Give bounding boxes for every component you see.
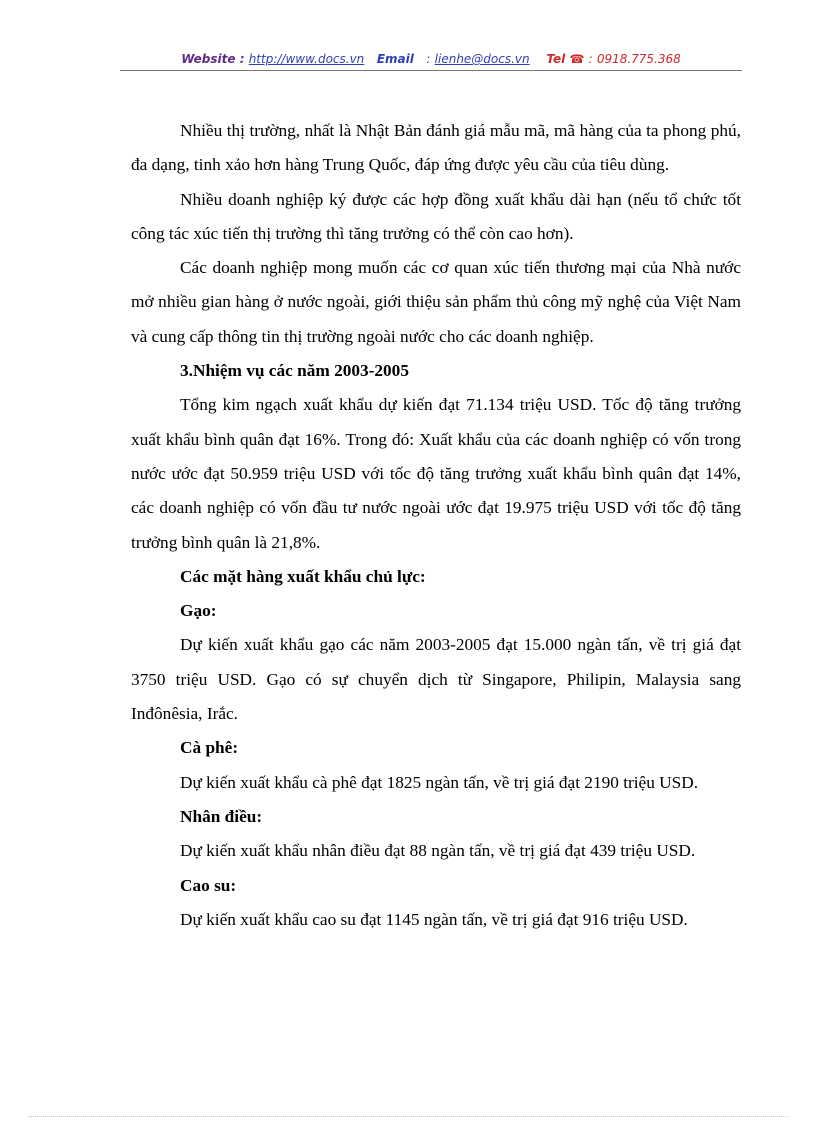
phone-number: 0918.775.368 xyxy=(596,52,681,66)
phone-icon: ☎ xyxy=(569,52,585,66)
paragraph-trade-promotion: Các doanh nghiệp mong muốn các cơ quan xúc tiến thương mại của Nhà nước mở nhiều gian hàng ở nước ngoài, giới thiệu sản phẩm thủ công mỹ nghệ của Việt Nam và cung cấp thông tin thị trường ngoài nước cho các doanh nghiệp. xyxy=(131,258,741,346)
paragraph-cashew: Dự kiến xuất khẩu nhân điều đạt 88 ngàn tấn, về trị giá đạt 439 triệu USD. xyxy=(180,841,696,861)
tel-label: Tel xyxy=(546,52,566,66)
website-label: Website : xyxy=(181,52,245,66)
website-link[interactable]: http://www.docs.vn xyxy=(248,52,365,66)
paragraph-rubber: Dự kiến xuất khẩu cao su đạt 1145 ngàn tấn, về trị giá đạt 916 triệu USD. xyxy=(180,909,688,929)
paragraph-rice: Dự kiến xuất khẩu gạo các năm 2003-2005 đạt 15.000 ngàn tấn, về trị giá đạt 3750 triệu USD. Gạo có sự chuyển dịch từ Singapore, Philipin, Malaysia sang Inđônêsia, Irắc. xyxy=(131,635,741,724)
paragraph-markets: Nhiều thị trường, nhất là Nhật Bản đánh giá mẫu mã, mã hàng của ta phong phú, đa dạng, tinh xảo hơn hàng Trung Quốc, đáp ứng được yêu cầu của tiêu dùng. xyxy=(131,121,741,175)
heading-main-goods: Các mặt hàng xuất khẩu chủ lực: xyxy=(180,566,426,586)
heading-rubber: Cao su: xyxy=(180,875,237,895)
email-link[interactable]: lienhe@docs.vn xyxy=(434,52,530,66)
paragraph-contracts: Nhiều doanh nghiệp ký được các hợp đồng xuất khẩu dài hạn (nếu tổ chức tốt công tác xúc tiến thị trường thì tăng trưởng có thể còn cao hơn). xyxy=(131,189,741,243)
email-separator: : xyxy=(426,52,431,66)
tel-separator: : xyxy=(588,52,593,66)
heading-cashew: Nhân điều: xyxy=(180,806,263,826)
email-label: Email xyxy=(376,52,414,66)
header-divider xyxy=(120,70,742,71)
heading-rice: Gạo: xyxy=(180,601,217,621)
heading-coffee: Cà phê: xyxy=(180,738,239,758)
document-body xyxy=(131,114,741,937)
page-header xyxy=(120,50,742,68)
paragraph-export-targets: Tổng kim ngạch xuất khẩu dự kiến đạt 71.134 triệu USD. Tốc độ tăng trưởng xuất khẩu bình quân đạt 16%. Trong đó: Xuất khẩu của các doanh nghiệp có vốn trong nước ước đạt 50.959 triệu USD với tốc độ tăng trưởng xuất khẩu bình quân đạt 14%, các doanh nghiệp có vốn đầu tư nước ngoài ước đạt 19.975 triệu USD với tốc độ tăng trưởng bình quân là 21,8%. xyxy=(131,395,741,552)
paragraph-coffee: Dự kiến xuất khẩu cà phê đạt 1825 ngàn tấn, về trị giá đạt 2190 triệu USD. xyxy=(180,772,699,792)
bottom-dotted-border xyxy=(28,1116,788,1117)
section-heading: 3.Nhiệm vụ các năm 2003-2005 xyxy=(180,361,409,381)
